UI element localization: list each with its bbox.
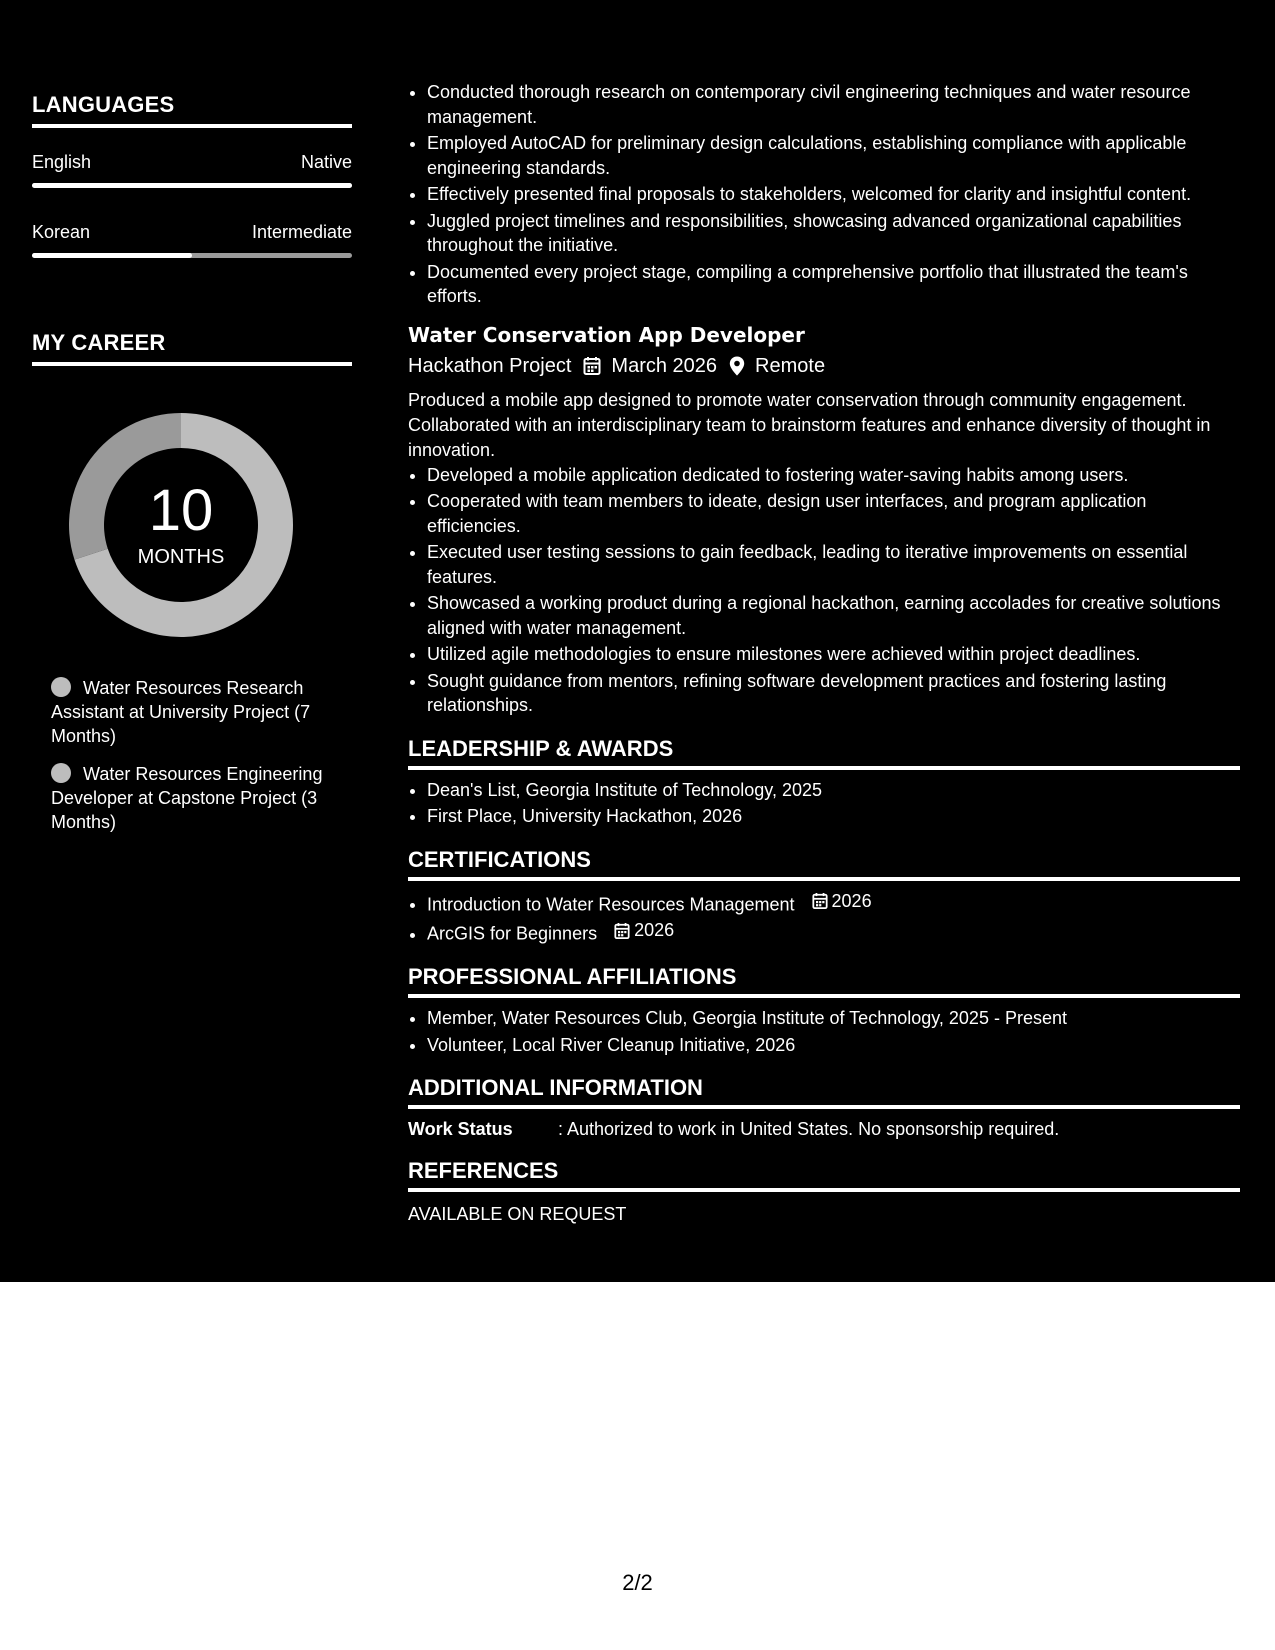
- job-date: March 2026: [611, 354, 718, 377]
- bullet-item: • Cooperated with team members to ideate, design user interfaces, and program application efficiencies.: [427, 489, 1240, 538]
- career-total-unit: MONTHS: [137, 545, 225, 568]
- language-level: Intermediate: [251, 222, 352, 242]
- career-total-months: 10: [148, 477, 214, 543]
- career-legend-item: [51, 676, 331, 748]
- bullet-item: • Conducted thorough research on contemporary civil engineering techniques and water resource management.: [427, 80, 1240, 129]
- bullet-item: • Documented every project stage, compiling a comprehensive portfolio that illustrated the team's efforts.: [427, 260, 1240, 309]
- bullet-item: • Juggled project timelines and responsibilities, showcasing advanced organizational capabilities throughout the initiative.: [427, 209, 1240, 258]
- job-meta: [408, 355, 1240, 378]
- language-name: Korean: [32, 222, 91, 242]
- certification-name: Introduction to Water Resources Management: [427, 893, 795, 914]
- affiliations-list: [408, 1006, 1240, 1057]
- language-proficiency-fill: [32, 253, 192, 258]
- legend-dot: [51, 677, 71, 697]
- certification-year: 2026: [634, 920, 675, 941]
- work-status-row: [408, 1119, 1240, 1140]
- bullet-item: • Executed user testing sessions to gain feedback, leading to iterative improvements on essential features.: [427, 540, 1240, 589]
- bullet-item: • Employed AutoCAD for preliminary design calculations, establishing compliance with applicable engineering standards.: [427, 131, 1240, 180]
- bullet-item: • Developed a mobile application dedicated to fostering water-saving habits among users.: [427, 463, 1240, 488]
- career-legend: [51, 676, 331, 834]
- main-content: [408, 80, 1240, 1225]
- previous-job-bullets: [408, 80, 1240, 309]
- certification-date: [614, 918, 674, 943]
- language-proficiency-bar: [32, 183, 352, 188]
- calendar-icon: [614, 922, 630, 940]
- award-item: • First Place, University Hackathon, 2026: [427, 804, 1240, 829]
- language-item-korean: [32, 222, 352, 258]
- job-location: Remote: [755, 354, 826, 377]
- language-name: English: [32, 152, 92, 172]
- sidebar: [32, 92, 352, 848]
- calendar-icon: [583, 356, 601, 376]
- current-job-bullets: [408, 463, 1240, 718]
- award-item: • Dean's List, Georgia Institute of Technology, 2025: [427, 778, 1240, 803]
- affiliation-item: • Member, Water Resources Club, Georgia Institute of Technology, 2025 - Present: [427, 1006, 1240, 1031]
- map-pin-icon: [729, 356, 745, 376]
- language-level: Native: [300, 152, 352, 172]
- calendar-icon: [812, 892, 828, 910]
- career-legend-label: Water Resources Research Assistant at University Project (7 Months): [51, 678, 311, 746]
- bullet-item: • Sought guidance from mentors, refining software development practices and fostering lasting relationships.: [427, 669, 1240, 718]
- job-description: Produced a mobile app designed to promote water conservation through community engagement. Collaborated with an interdisciplinary team to brainstorm features and enhance diversity of thought in innovation.: [408, 389, 1211, 460]
- job-title: Water Conservation App Developer: [408, 322, 805, 347]
- career-legend-item: [51, 762, 331, 834]
- certification-name: ArcGIS for Beginners: [427, 923, 598, 944]
- career-donut-center: [66, 410, 296, 640]
- job-org: Hackathon Project: [408, 354, 572, 377]
- language-proficiency-fill: [32, 183, 352, 188]
- bullet-item: • Utilized agile methodologies to ensure milestones were achieved within project deadlines.: [427, 642, 1240, 667]
- career-donut-chart: [66, 410, 296, 640]
- languages-heading: LANGUAGES: [32, 92, 352, 128]
- certification-date: [812, 889, 872, 914]
- legend-dot: [51, 763, 71, 783]
- certification-item: [427, 918, 1240, 946]
- references-text: AVAILABLE ON REQUEST: [408, 1204, 627, 1224]
- language-proficiency-bar: [32, 253, 352, 258]
- certifications-list: [408, 889, 1240, 947]
- career-legend-label: Water Resources Engineering Developer at Capstone Project (3 Months): [51, 764, 323, 832]
- certification-item: [427, 889, 1240, 917]
- work-status-label: Work Status: [408, 1119, 513, 1139]
- page-number: 2/2: [622, 1570, 653, 1595]
- affiliations-heading: PROFESSIONAL AFFILIATIONS: [408, 964, 1240, 998]
- career-heading: MY CAREER: [32, 330, 352, 366]
- references-heading: REFERENCES: [408, 1158, 1240, 1192]
- work-status-value: : Authorized to work in United States. No sponsorship required.: [558, 1119, 1060, 1139]
- bullet-item: • Effectively presented final proposals to stakeholders, welcomed for clarity and insightful content.: [427, 182, 1240, 207]
- bullet-item: • Showcased a working product during a regional hackathon, earning accolades for creative solutions aligned with water management.: [427, 591, 1240, 640]
- language-item-english: [32, 152, 352, 188]
- leadership-list: [408, 778, 1240, 829]
- affiliation-item: • Volunteer, Local River Cleanup Initiative, 2026: [427, 1033, 1240, 1058]
- leadership-heading: LEADERSHIP & AWARDS: [408, 736, 1240, 770]
- certification-year: 2026: [831, 890, 872, 911]
- additional-info-heading: ADDITIONAL INFORMATION: [408, 1075, 1240, 1109]
- certifications-heading: CERTIFICATIONS: [408, 847, 1240, 881]
